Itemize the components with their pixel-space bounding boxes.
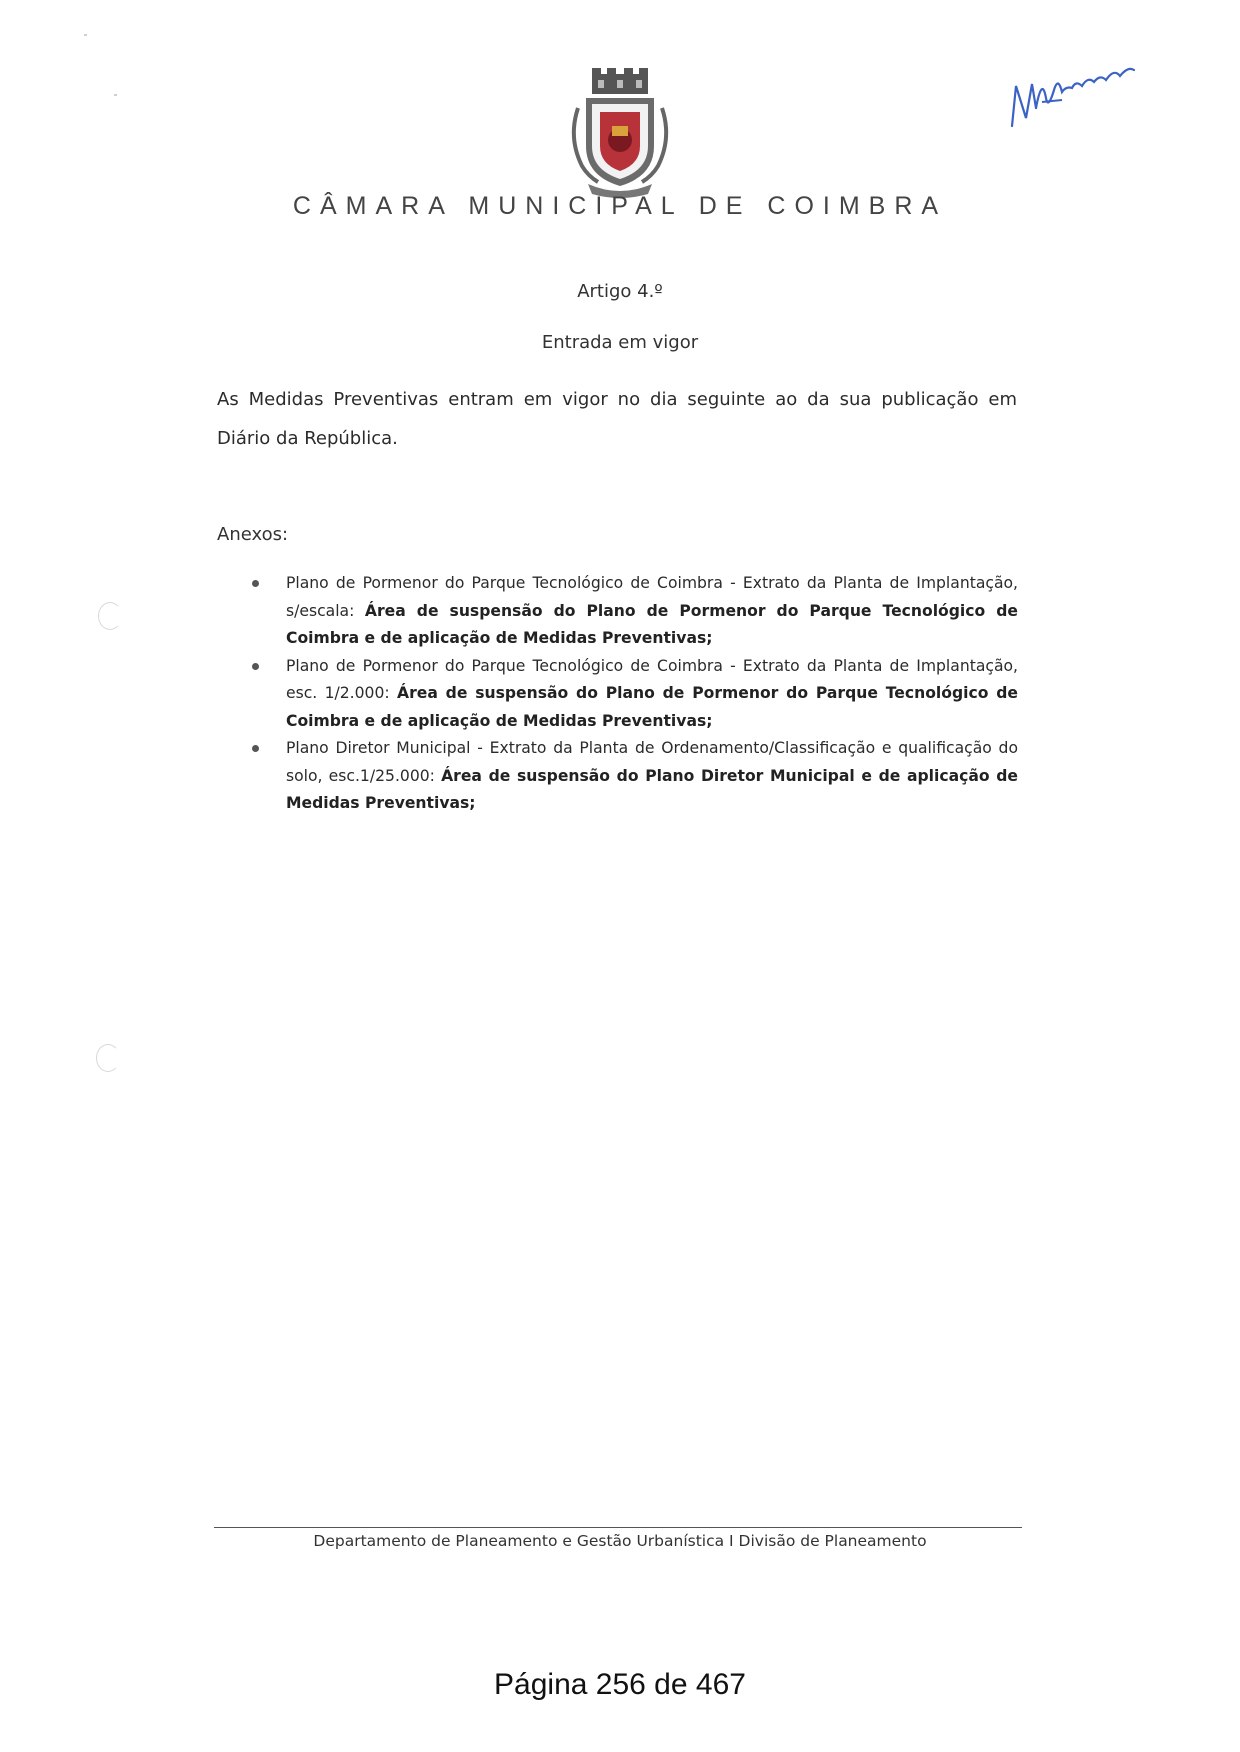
punch-hole-mark: [98, 602, 122, 630]
organization-name: CÂMARA MUNICIPAL DE COIMBRA: [292, 192, 948, 220]
bullet-icon: [252, 745, 259, 752]
scan-speck: [114, 94, 117, 96]
annex-item-bold-text: Área de suspensão do Plano Diretor Municipal e de aplicação de Medidas Preventivas;: [286, 766, 1018, 812]
annex-item-bold-text: Área de suspensão do Plano de Pormenor do Parque Tecnológico de Coimbra e de aplicação de Medidas Preventivas;: [286, 601, 1018, 647]
annex-item-text: Plano de Pormenor do Parque Tecnológico de Coimbra - Extrato da Planta de Implantação, s/escala:: [286, 574, 1018, 620]
list-item: [248, 570, 1018, 653]
bullet-icon: [252, 580, 259, 587]
annex-list: [248, 570, 1018, 818]
annexes-label: Anexos:: [217, 524, 289, 545]
handwritten-signature-icon: [1002, 46, 1152, 146]
page-number: Página 256 de 467: [494, 1668, 746, 1701]
annex-item-text: Plano Diretor Municipal - Extrato da Planta de Ordenamento/Classificação e qualificação do solo, esc.1/25.000:: [286, 739, 1018, 785]
article-number: Artigo 4.º: [577, 281, 663, 302]
annex-item-text: Plano de Pormenor do Parque Tecnológico de Coimbra - Extrato da Planta de Implantação, esc. 1/2.000:: [286, 656, 1018, 702]
list-item: [248, 653, 1018, 736]
footer-divider: [214, 1527, 1022, 1528]
punch-hole-mark: [96, 1044, 120, 1072]
list-item: [248, 735, 1018, 818]
article-title: Entrada em vigor: [541, 332, 699, 353]
scan-speck: [84, 34, 87, 36]
footer-department: Departamento de Planeamento e Gestão Urbanística I Divisão de Planeamento: [313, 1532, 927, 1550]
annex-item-bold-text: Área de suspensão do Plano de Pormenor do Parque Tecnológico de Coimbra e de aplicação de Medidas Preventivas;: [286, 684, 1018, 730]
article-body: As Medidas Preventivas entram em vigor no dia seguinte ao da sua publicação em Diário da República.: [217, 389, 1017, 449]
bullet-icon: [252, 663, 259, 670]
coimbra-coat-of-arms-icon: [558, 68, 682, 198]
